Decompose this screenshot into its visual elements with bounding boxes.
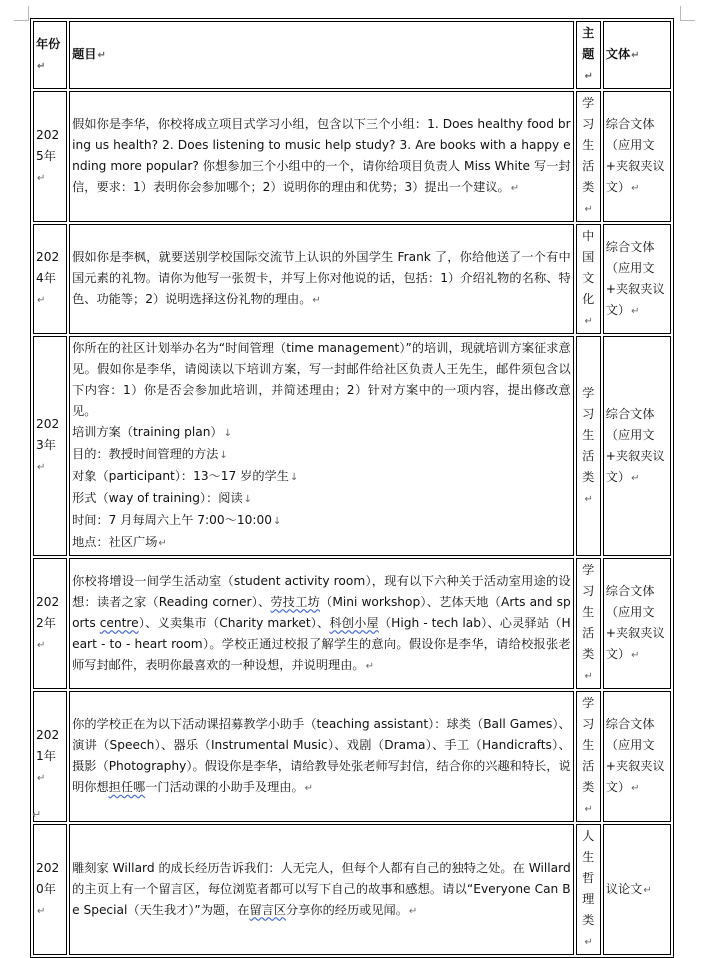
plan-form: 形式（way of training）：阅读↓ bbox=[72, 491, 253, 505]
table-row bbox=[33, 691, 671, 822]
table-row bbox=[33, 558, 671, 689]
paragraph-mark: ↵ bbox=[32, 808, 42, 821]
spellcheck-underlined-text: 劳技工坊 bbox=[270, 594, 320, 609]
genre-cell: 综合文体（应用文+夹叙夹议文）↵ bbox=[603, 336, 671, 556]
theme-cell: 学习生活类↵ bbox=[576, 336, 601, 556]
genre-cell: 综合文体（应用文+夹叙夹议文）↵ bbox=[603, 224, 671, 334]
plan-time: 时间：7 月每周六上午 7:00～10:00↓ bbox=[72, 513, 282, 527]
prompt-paragraph: 你所在的社区计划举办名为“时间管理（time management）”的培训，现就培训方案征求意见。假如你是李华，请阅读以下培训方案，写一封邮件给社区负责人王先生，邮件须包含以下内容：1）你是否会参加此培训，并简述理由；2）针对方案中的一项内容，提出修改意见。 bbox=[72, 341, 571, 418]
spellcheck-underlined-text: 担任哪 bbox=[108, 780, 146, 794]
genre-cell: 综合文体（应用文+夹叙夹议文）↵ bbox=[603, 91, 671, 222]
spellcheck-underlined-text: centre bbox=[99, 615, 139, 630]
prompt-cell: 你校将增设一间学生活动室（student activity room），现有以下六种关于活动室用途的设想：读者之家（Reading corner）、劳技工坊（Mini workshop）、艺体天地（Arts and sports centre）、义卖集市（Charity market）、科创小屋（High - tech lab）、心灵驿站（Heart - to - heart room）。学校正通过校报了解学生的意向。假设你是李华，请给校报张老师写封邮件，表明你最喜欢的一种设想，并说明理由。↵ bbox=[69, 558, 574, 689]
theme-cell: 学习生活类↵ bbox=[576, 91, 601, 222]
prompt-cell bbox=[69, 336, 574, 556]
theme-cell: 学习生活类↵ bbox=[576, 558, 601, 689]
prompt-cell: 雕刻家 Willard 的成长经历告诉我们：人无完人，但每个人都有自己的独特之处。在 Willard 的主页上有一个留言区，每位浏览者都可以写下自己的故事和感想。请以“Everyone Can Be Special（天生我才）”为题，在留言区分享你的经历或见闻。↵ bbox=[69, 824, 574, 955]
header-genre: 文体↵ bbox=[603, 21, 671, 89]
exam-topics-table bbox=[30, 18, 674, 958]
corner-mark-top-left bbox=[14, 6, 29, 21]
year-cell: 2025年↵ bbox=[33, 91, 67, 222]
year-cell: 2023年↵ bbox=[33, 336, 67, 556]
plan-place: 地点：社区广场↵ bbox=[72, 535, 167, 549]
prompt-cell: 你的学校正在为以下活动课招募教学小助手（teaching assistant）：球类（Ball Games）、演讲（Speech）、器乐（Instrumental Music）、戏剧（Drama）、手工（Handicrafts）、摄影（Photography）。假设你是李华，请给教导处张老师写封信，结合你的兴趣和特长，说明你想担任哪一门活动课的小助手及理由。↵ bbox=[69, 691, 574, 822]
theme-cell: 学习生活类↵ bbox=[576, 691, 601, 822]
table-row bbox=[33, 824, 671, 955]
year-cell: 2020年↵ bbox=[33, 824, 67, 955]
table-row bbox=[33, 224, 671, 334]
plan-title: 培训方案（training plan）↓ bbox=[72, 425, 233, 439]
prompt-cell: 假如你是李华，你校将成立项目式学习小组，包含以下三个小组：1. Does healthy food bring us health? 2. Does listening to music help study? 3. Are books with a happy ending more popular? 你想参加三个小组中的一个，请你给项目负责人 Miss White 写一封信，要求：1）表明你会参加哪个；2）说明你的理由和优势；3）提出一个建议。↵ bbox=[69, 91, 574, 222]
header-year: 年份↵ bbox=[33, 21, 67, 89]
genre-cell: 综合文体（应用文+夹叙夹议文）↵ bbox=[603, 558, 671, 689]
header-theme: 主题↵ bbox=[576, 21, 601, 89]
genre-cell: 议论文↵ bbox=[603, 824, 671, 955]
plan-target: 对象（participant）：13～17 岁的学生↓ bbox=[72, 469, 299, 483]
theme-cell: 中国文化↵ bbox=[576, 224, 601, 334]
table-row bbox=[33, 336, 671, 556]
header-prompt: 题目↵ bbox=[69, 21, 574, 89]
spellcheck-underlined-text: 留言区 bbox=[249, 902, 287, 917]
table-row bbox=[33, 91, 671, 222]
corner-mark-top-right bbox=[680, 6, 695, 21]
theme-cell: 人生哲理类↵ bbox=[576, 824, 601, 955]
table-header-row bbox=[33, 21, 671, 89]
year-cell: 2021年↵ bbox=[33, 691, 67, 822]
prompt-cell: 假如你是李枫，就要送别学校国际交流节上认识的外国学生 Frank 了，你给他送了一个有中国元素的礼物。请你为他写一张贺卡，并写上你对他说的话，包括：1）介绍礼物的名称、特色、功能等；2）说明选择这份礼物的理由。↵ bbox=[69, 224, 574, 334]
spellcheck-underlined-text: 科创小屋 bbox=[329, 615, 379, 630]
genre-cell: 综合文体（应用文+夹叙夹议文）↵ bbox=[603, 691, 671, 822]
year-cell: 2022年↵ bbox=[33, 558, 67, 689]
year-cell: 2024年↵ bbox=[33, 224, 67, 334]
plan-goal: 目的：教授时间管理的方法↓ bbox=[72, 447, 228, 461]
